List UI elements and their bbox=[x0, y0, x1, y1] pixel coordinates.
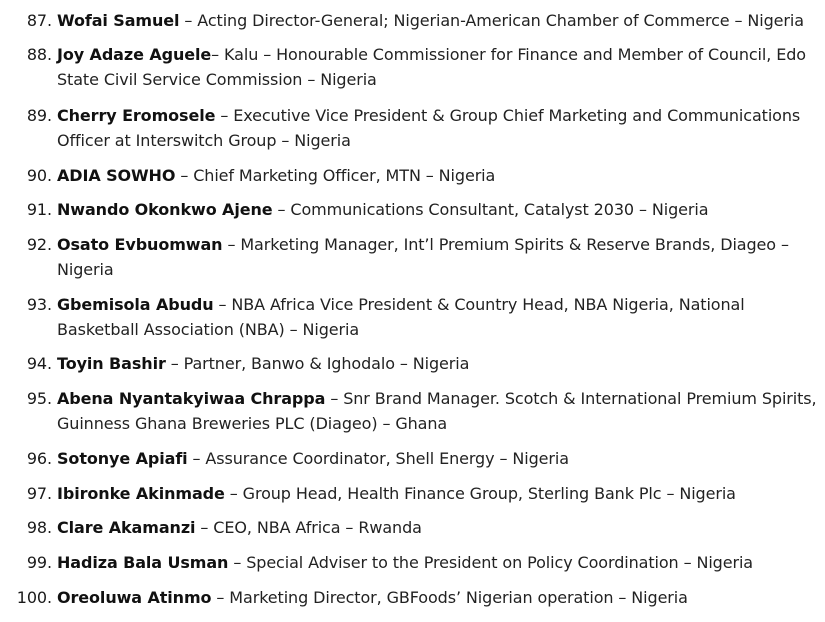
list-item bbox=[0, 585, 818, 610]
person-name: Oreoluwa Atinmo bbox=[57, 588, 212, 607]
item-number: 97. bbox=[26, 484, 52, 503]
person-name: Sotonye Apiafi bbox=[57, 449, 188, 468]
person-name: Abena Nyantakyiwaa Chrappa bbox=[57, 389, 326, 408]
person-description: – Chief Marketing Officer, MTN – Nigeria bbox=[175, 166, 496, 185]
person-description: – Special Adviser to the President on Policy Coordination – Nigeria bbox=[228, 553, 754, 572]
person-name: Osato Evbuomwan bbox=[57, 235, 223, 254]
person-name: ADIA SOWHO bbox=[57, 166, 176, 185]
item-number: 87. bbox=[26, 11, 52, 30]
person-name: Hadiza Bala Usman bbox=[57, 553, 229, 572]
item-number: 95. bbox=[26, 389, 52, 408]
item-number: 98. bbox=[26, 518, 52, 537]
list-item bbox=[0, 446, 818, 471]
person-description: – Marketing Manager, Int’l Premium Spirits & Reserve Brands, Diageo – Nigeria bbox=[57, 235, 789, 279]
item-number: 88. bbox=[26, 45, 52, 64]
list-item bbox=[0, 163, 818, 188]
item-number: 96. bbox=[26, 449, 52, 468]
person-description: – Partner, Banwo & Ighodalo – Nigeria bbox=[165, 354, 470, 373]
item-number: 89. bbox=[26, 106, 52, 125]
list-item bbox=[0, 8, 818, 33]
list-item bbox=[0, 481, 818, 506]
person-description: – Communications Consultant, Catalyst 2030 – Nigeria bbox=[272, 200, 709, 219]
person-name: Wofai Samuel bbox=[57, 11, 180, 30]
item-number: 90. bbox=[26, 166, 52, 185]
item-number: 93. bbox=[26, 295, 52, 314]
person-name: Clare Akamanzi bbox=[57, 518, 196, 537]
list-item bbox=[0, 232, 818, 282]
person-name: Nwando Okonkwo Ajene bbox=[57, 200, 273, 219]
list-item bbox=[0, 515, 818, 540]
item-number: 99. bbox=[26, 553, 52, 572]
person-description: – Snr Brand Manager. Scotch & International Premium Spirits, Guinness Ghana Breweries PLC (Diageo) – Ghana bbox=[57, 389, 817, 433]
person-description: – Kalu – Honourable Commissioner for Finance and Member of Council, Edo State Civil Service Commission – Nigeria bbox=[57, 45, 806, 89]
person-name: Joy Adaze Aguele bbox=[57, 45, 212, 64]
person-description: – CEO, NBA Africa – Rwanda bbox=[195, 518, 422, 537]
person-description: – Marketing Director, GBFoods’ Nigerian operation – Nigeria bbox=[211, 588, 688, 607]
person-description: – Assurance Coordinator, Shell Energy – Nigeria bbox=[187, 449, 569, 468]
list-item bbox=[0, 351, 818, 376]
person-description: – Executive Vice President & Group Chief Marketing and Communications Officer at Interswitch Group – Nigeria bbox=[57, 106, 801, 150]
list-item bbox=[0, 42, 818, 92]
list-item bbox=[0, 550, 818, 575]
person-description: – Acting Director-General; Nigerian-American Chamber of Commerce – Nigeria bbox=[179, 11, 804, 30]
item-number: 92. bbox=[26, 235, 52, 254]
person-name: Cherry Eromosele bbox=[57, 106, 216, 125]
person-description: – NBA Africa Vice President & Country Head, NBA Nigeria, National Basketball Association (NBA) – Nigeria bbox=[57, 295, 745, 339]
person-description: – Group Head, Health Finance Group, Sterling Bank Plc – Nigeria bbox=[224, 484, 736, 503]
list-item bbox=[0, 103, 818, 153]
item-number: 100. bbox=[16, 588, 52, 607]
item-number: 94. bbox=[26, 354, 52, 373]
list-item bbox=[0, 292, 818, 342]
item-number: 91. bbox=[26, 200, 52, 219]
person-name: Toyin Bashir bbox=[57, 354, 166, 373]
list-item bbox=[0, 386, 818, 436]
person-name: Gbemisola Abudu bbox=[57, 295, 214, 314]
list-item bbox=[0, 197, 818, 222]
person-name: Ibironke Akinmade bbox=[57, 484, 225, 503]
